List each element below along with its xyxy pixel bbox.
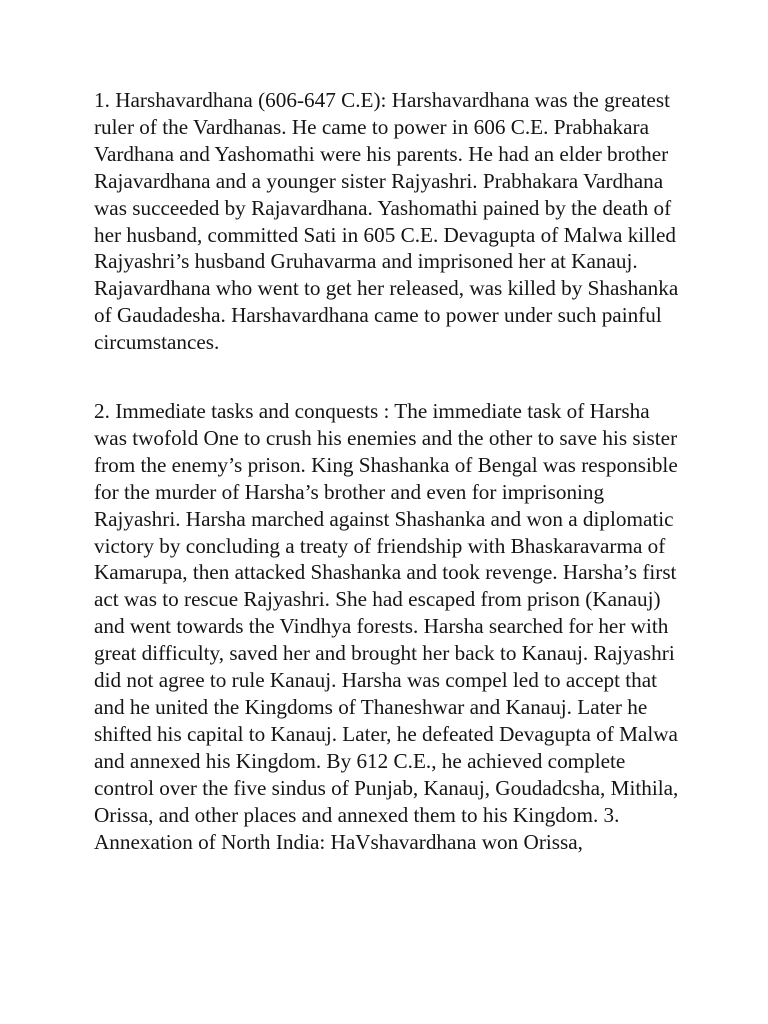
paragraph-immediate-tasks: 2. Immediate tasks and conquests : The immediate task of Harsha was twofold One to crush his enemies and the other to save his sister from the enemy’s prison. King Shashanka of Bengal was responsible for the murder of Harsha’s brother and even for imprisoning Rajyashri. Harsha marched against Shashanka and won a diplomatic victory by concluding a treaty of friendship with Bhaskaravarma of Kamarupa, then attacked Shashanka and took revenge. Harsha’s first act was to rescue Rajyashri. She had escaped from prison (Kanauj) and went towards the Vindhya forests. Harsha searched for her with great difficulty, saved her and brought her back to Kanauj. Rajyashri did not agree to rule Kanauj. Harsha was compel led to accept that and he united the Kingdoms of Thaneshwar and Kanauj. Later he shifted his capital to Kanauj. Later, he defeated Devagupta of Malwa and annexed his Kingdom. By 612 C.E., he achieved complete control over the five sindus of Punjab, Kanauj, Goudadcsha, Mithila, Orissa, and other places and annexed them to his Kingdom. 3. Annexation of North India: HaVshavardhana won Orissa, [94, 399, 679, 854]
paragraph-harshavardhana-intro: 1. Harshavardhana (606-647 C.E): Harshavardhana was the greatest ruler of the Vardhanas. He came to power in 606 C.E. Prabhakara Vardhana and Yashomathi were his parents. He had an elder brother Rajavardhana and a younger sister Rajyashri. Prabhakara Vardhana was succeeded by Rajavardhana. Yashomathi pained by the death of her husband, committed Sati in 605 C.E. Devagupta of Malwa killed Rajyashri’s husband Gruhavarma and imprisoned her at Kanauj. Rajavardhana who went to get her released, was killed by Shashanka of Gaudadesha. Harshavardhana came to power under such painful circumstances. [94, 88, 679, 355]
